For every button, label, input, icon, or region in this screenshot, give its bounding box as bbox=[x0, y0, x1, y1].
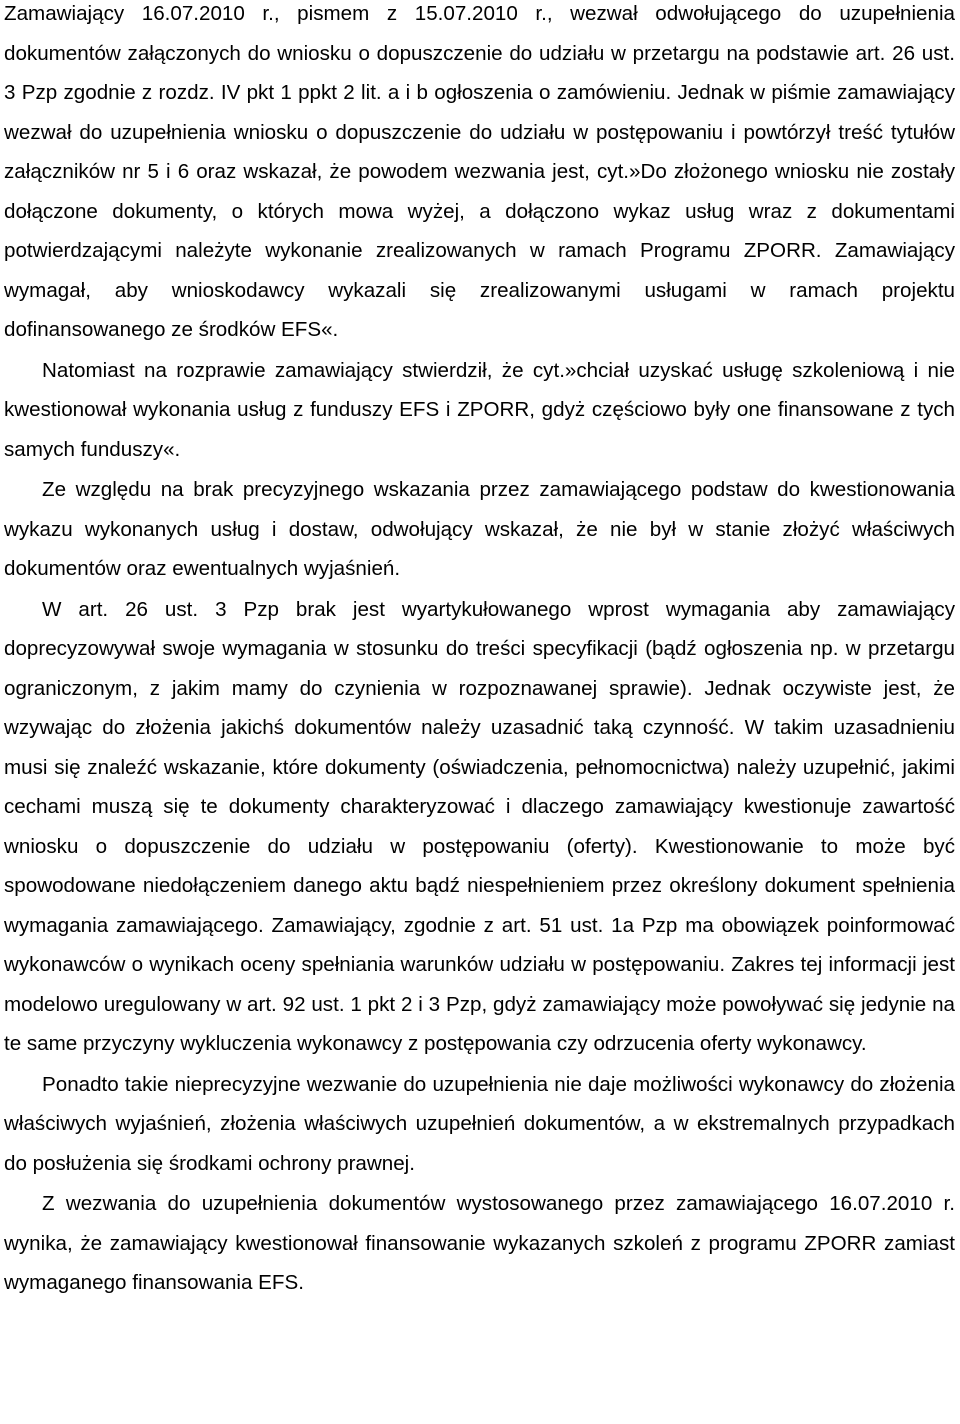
paragraph-3: Ze względu na brak precyzyjnego wskazania przez zamawiającego podstaw do kwestionowania wykazu wykonanych usług i dostaw, odwołujący wskazał, że nie był w stanie złożyć właściwych dokumentów oraz ewentualnych wyjaśnień. bbox=[4, 478, 955, 580]
paragraph-4: W art. 26 ust. 3 Pzp brak jest wyartykułowanego wprost wymagania aby zamawiający doprecyzowywał swoje wymagania w stosunku do treści specyfikacji (bądź ogłoszenia np. w przetargu ograniczonym, z jakim mamy do czynienia w rozpoznawanej sprawie). Jednak oczywiste jest, że wzywając do złożenia jakichś dokumentów należy uzasadnić taką czynność. W takim uzasadnieniu musi się znaleźć wskazanie, które dokumenty (oświadczenia, pełnomocnictwa) należy uzupełnić, jakimi cechami muszą się te dokumenty charakteryzować i dlaczego zamawiający kwestionuje zawartość wniosku o dopuszczenie do udziału w postępowaniu (oferty). Kwestionowanie to może być spowodowane niedołączeniem danego aktu bądź niespełnieniem przez określony dokument spełnienia wymagania zamawiającego. Zamawiający, zgodnie z art. 51 ust. 1a Pzp ma obowiązek poinformować wykonawców o wynikach oceny spełniania warunków udziału w postępowaniu. Zakres tej informacji jest modelowo uregulowany w art. 92 ust. 1 pkt 2 i 3 Pzp, gdyż zamawiający może powoływać się jedynie na te same przyczyny wykluczenia wykonawcy z postępowania czy odrzucenia oferty wykonawcy. bbox=[4, 597, 955, 1055]
paragraph-2: Natomiast na rozprawie zamawiający stwierdził, że cyt.»chciał uzyskać usługę szkoleniową i nie kwestionował wykonania usług z funduszy EFS i ZPORR, gdyż częściowo były one finansowane z tych samych funduszy«. bbox=[4, 358, 955, 461]
paragraph-6: Z wezwania do uzupełnienia dokumentów wystosowanego przez zamawiającego 16.07.2010 r. wynika, że zamawiający kwestionował finansowanie wykazanych szkoleń z programu ZPORR zamiast wymaganego finansowania EFS. bbox=[4, 1192, 955, 1294]
document-page bbox=[4, 0, 955, 1303]
paragraph-5: Ponadto takie nieprecyzyjne wezwanie do uzupełnienia nie daje możliwości wykonawcy do złożenia właściwych wyjaśnień, złożenia właściwych uzupełnień dokumentów, a w ekstremalnych przypadkach do posłużenia się środkami ochrony prawnej. bbox=[4, 1072, 955, 1175]
paragraph-1: Zamawiający 16.07.2010 r., pismem z 15.07.2010 r., wezwał odwołującego do uzupełnienia dokumentów załączonych do wniosku o dopuszczenie do udziału w przetargu na podstawie art. 26 ust. 3 Pzp zgodnie z rozdz. IV pkt 1 ppkt 2 lit. a i b ogłoszenia o zamówieniu. Jednak w piśmie zamawiający wezwał do uzupełnienia wniosku o dopuszczenie do udziału w postępowaniu i powtórzył treść tytułów załączników nr 5 i 6 oraz wskazał, że powodem wezwania jest, cyt.»Do złożonego wniosku nie zostały dołączone dokumenty, o których mowa wyżej, a dołączono wykaz usług wraz z dokumentami potwierdzającymi należyte wykonanie zrealizowanych w ramach Programu ZPORR. Zamawiający wymagał, aby wnioskodawcy wykazali się zrealizowanymi usługami w ramach projektu dofinansowanego ze środków EFS«. bbox=[4, 2, 955, 341]
